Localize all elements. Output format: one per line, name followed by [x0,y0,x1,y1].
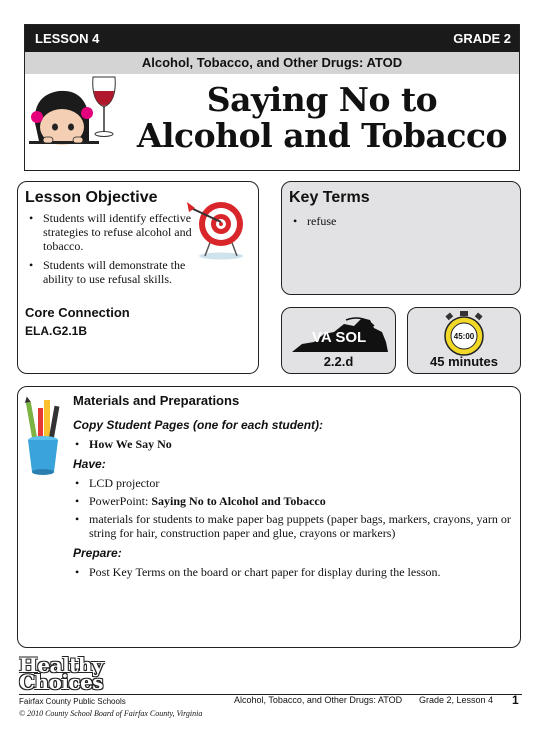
list-item: • refuse [291,214,511,228]
list-item: • Students will identify effective strategies to refuse alcohol and tobacco. [27,211,197,253]
sol-panel [281,307,396,374]
list-item: • Post Key Terms on the board or chart paper for display during the lesson. [73,565,513,579]
key-terms-panel [281,181,521,295]
sol-code: 2.2.d [323,354,354,369]
list-item: • LCD projector [73,476,513,490]
copy-list [73,437,513,451]
powerpoint-title: Saying No to Alcohol and Tobacco [151,494,326,508]
powerpoint-label: PowerPoint: [89,494,152,508]
have-heading: Have: [73,457,106,471]
list-item: • Students will demonstrate the ability to use refusal skills. [27,258,197,286]
time-panel [407,307,521,374]
list-item [73,494,513,508]
have-list [73,476,513,540]
objective-list [27,211,197,291]
sol-logo-text: VA SOL [312,329,367,346]
footer-subject: Alcohol, Tobacco, and Other Drugs: ATOD [234,695,403,705]
pencil-cup-icon [24,396,64,476]
footer-copyright: © 2010 County School Board of Fairfax County, Virginia [19,709,203,718]
footer-school: Fairfax County Public Schools [19,697,126,706]
stopwatch-icon [438,310,490,356]
student-page-title: How We Say No [89,437,172,451]
wine-glass-icon [89,75,119,139]
core-connection-code: ELA.G2.1B [25,324,88,338]
title-line-2: Alcohol and Tobacco [136,116,508,155]
core-connection-heading: Core Connection [25,305,130,320]
list-item [73,437,513,451]
lesson-bar [25,25,519,52]
copy-heading: Copy Student Pages (one for each student): [73,418,324,432]
objective-heading: Lesson Objective [25,189,158,206]
materials-content [73,393,513,585]
key-terms-list [291,214,511,233]
page-number: 1 [512,693,519,707]
logo-line-1: Healthy [19,653,104,677]
materials-panel [17,386,521,648]
time-label: 45 minutes [430,354,498,369]
grade-level: GRADE 2 [453,31,511,46]
footer-grade-lesson: Grade 2, Lesson 4 [419,695,494,705]
key-terms-heading: Key Terms [289,189,370,206]
list-item: • materials for students to make paper bag puppets (paper bags, markers, crayons, yarn or string for hair, construction paper and glue, crayons or markers) [73,512,513,540]
prepare-list [73,565,513,579]
lesson-objective-panel [17,181,259,374]
healthy-choices-logo [19,653,149,694]
logo-line-2: Choices [19,670,104,694]
page-title [123,82,521,154]
prepare-heading: Prepare: [73,546,122,560]
lesson-number: LESSON 4 [35,31,100,46]
subject-bar: Alcohol, Tobacco, and Other Drugs: ATOD [25,52,519,74]
materials-heading: Materials and Preparations [73,393,240,408]
lesson-header [24,24,520,171]
virginia-map-icon [290,312,390,356]
title-line-1: Saying No to [206,80,438,119]
stopwatch-display: 45:00 [453,332,475,341]
